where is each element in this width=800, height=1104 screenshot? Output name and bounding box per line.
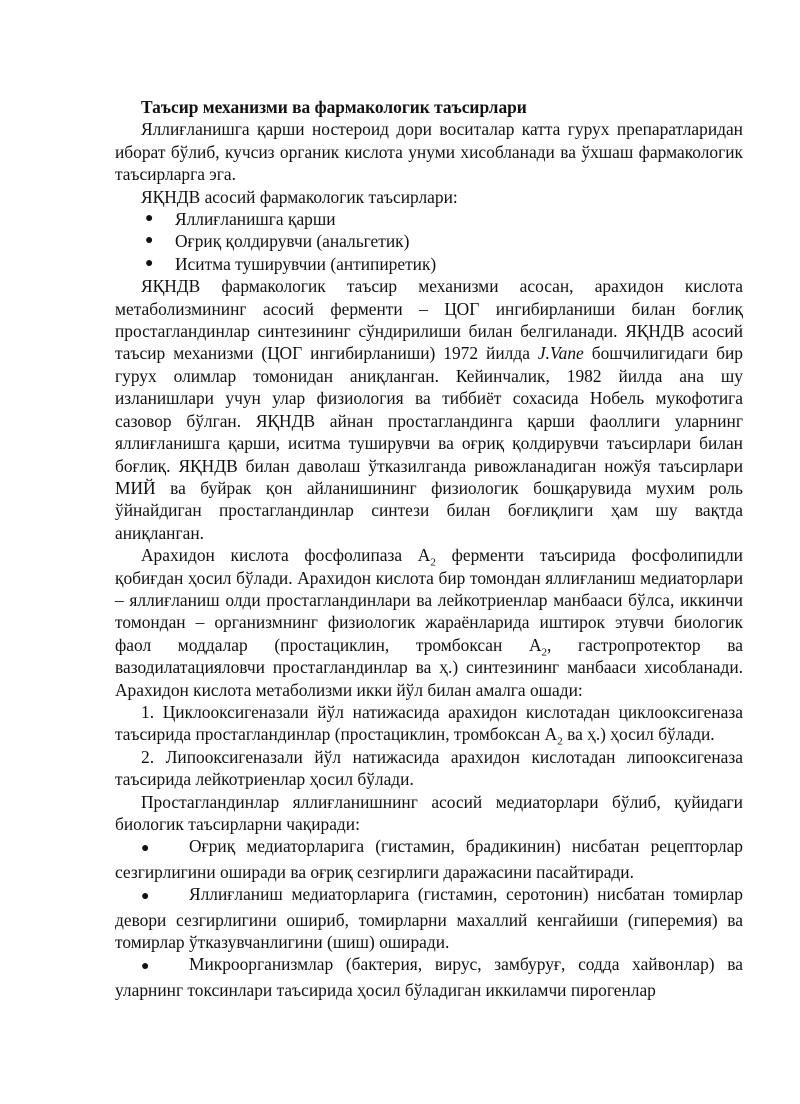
author-name: J.Vane [537, 343, 584, 364]
list-item: ● Микроорганизмлар (бактерия, вирус, замбуруғ, содда хайвонлар) ва уларнинг токсинлари таъсирида ҳосил бўладиган иккиламчи пирогенлар [115, 954, 743, 1000]
bullet-icon: ● [141, 841, 150, 857]
effects-list-title: ЯҚНДВ асосий фармакологик таъсирлари: [141, 186, 458, 207]
bullet-icon: ● [141, 959, 150, 975]
intro-paragraph: Яллиғланишга қарши ностероид дори воситалар катта гурух препаратларидан иборат бўлиб, кучсиз органик кислота унуми хисобланади ва ўхшаш фармакологик таъсирларга эга. [115, 119, 743, 185]
arachidonic-paragraph: Арахидон кислота фосфолипаза $А_2$ ферменти таъсирида фосфолипидли қобиғдан ҳосил бўлади. Арахидон кислота бир томондан яллиғланиш медиаторлари – яллиғланиш олди простагландинлари ва лейкотриенлар манбааси бўлса, иккинчи томондан – организмнинг физиологик жараёнларида иштирок этувчи биологик фаол моддалар (простациклин, тромбоксан $А_2$, гастропротектор ва вазодилатацияловчи простагландинлар ва ҳ.) синтезининг манбааси хисобланади. Арахидон кислота метаболизми икки йўл билан амалга ошади: [115, 545, 743, 700]
bullet-icon: ● [145, 233, 154, 249]
mechanism-paragraph: ЯҚНДВ фармакологик таъсир механизми асосан, арахидон кислота метаболизмининг асосий ферменти – ЦОГ ингибирланиши билан боғлиқ простагландинлар синтезининг сўндирилиши билан белгиланади. ЯҚНДВ асосий таъсир механизми (ЦОГ ингибирланиши) 1972 йилда J.Vane бошчилигидаги бир гурух олимлар томонидан аниқланган. Кейинчалик, 1982 йилда ана шу изланишлари учун улар физиология ва тиббиёт сохасида Нобель мукофотига сазовор бўлган. ЯҚНДВ айнан простагландинга қарши фаоллиги уларнинг яллиғланишга қарши, иситма туширувчи ва оғриқ қолдирувчи таъсирлари билан боғлиқ. ЯҚНДВ билан даволаш ўтказилганда ривожланадиган ножўя таъсирлари МИЙ ва буйрак қон айланишининг физиологик бошқарувида мухим роль ўйнайдиган простагландинлар синтези билан боғлиқлиги ҳам шу вақтда аниқланган. [115, 276, 743, 543]
section-heading: Таъсир механизми ва фармакологик таъсирлари [141, 97, 527, 117]
bullet-icon: ● [145, 211, 154, 227]
bullet-icon: ● [141, 889, 150, 905]
list-item: ● Яллиғланиш медиаторларига (гистамин, серотонин) нисбатан томирлар девори сезгирлигини ошириб, томирларни махаллий кенгайиши (гиперемия) ва томирлар ўтказувчанлигини (шиш) оширади. [115, 884, 743, 953]
numbered-item-1: 1. Циклооксигеназали йўл натижасида арахидон кислотадан циклооксигеназа таъсирида простагландинлар (простациклин, тромбоксан $А_2$ ва ҳ.) ҳосил бўлади. [115, 701, 743, 748]
effects-list [115, 208, 743, 275]
list-item: ● Оғриқ медиаторларига (гистамин, брадикинин) нисбатан рецепторлар сезгирлигини оширади ва оғриқ сезгирлиги даражасини пасайтиради. [115, 836, 743, 882]
list-item: ● Яллиғланишга қарши [145, 209, 336, 230]
list-item: ● Иситма туширувчии (антипиретик) [145, 253, 437, 274]
numbered-item-2: 2. Липооксигеназали йўл натижасида арахидон кислотадан липооксигеназа таъсирида лейкотриенлар ҳосил бўлади. [115, 746, 743, 790]
list-item: ● Оғриқ қолдирувчи (анальгетик) [145, 231, 410, 252]
bullet-icon: ● [145, 255, 154, 271]
prostaglandin-paragraph: Простагландинлар яллиғланишнинг асосий медиаторлари бўлиб, қуйидаги биологик таъсирларни чақиради: [115, 791, 743, 834]
